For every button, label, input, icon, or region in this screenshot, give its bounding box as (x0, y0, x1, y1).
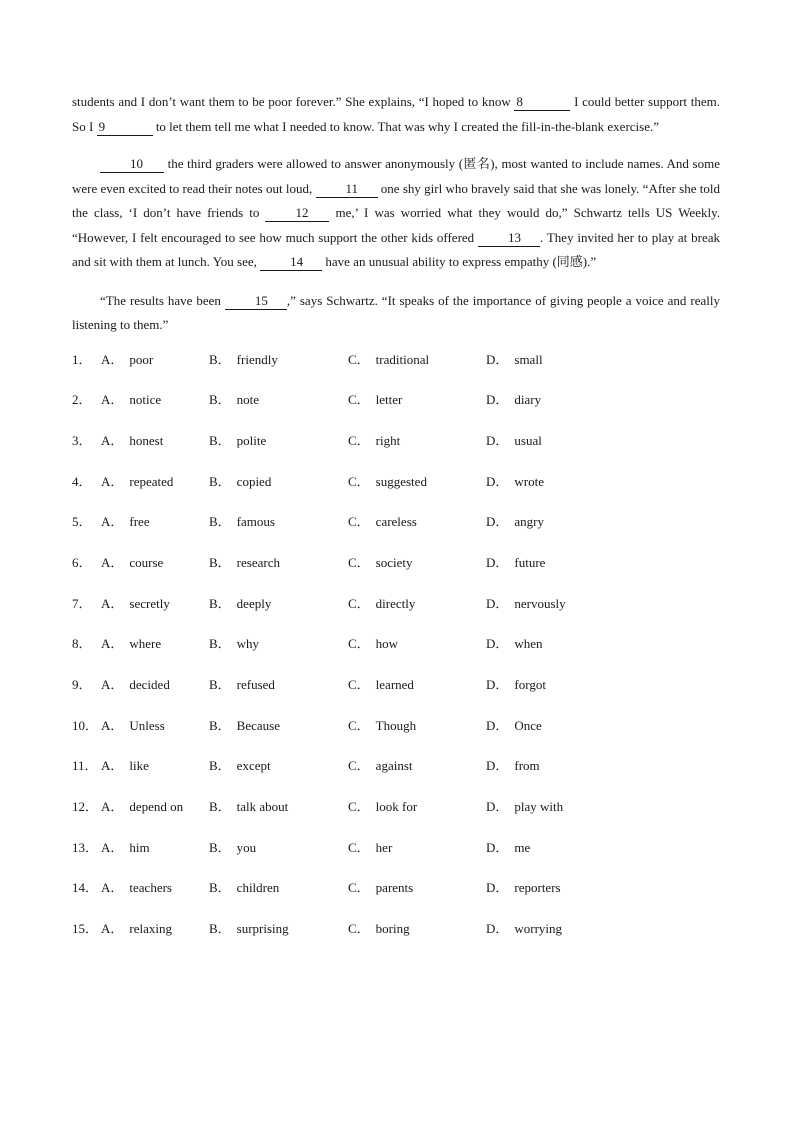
question-row (72, 838, 720, 879)
option-d[interactable] (486, 838, 616, 858)
option-b[interactable] (209, 634, 348, 654)
option-a[interactable] (101, 594, 209, 614)
option-letter: D． (486, 677, 509, 692)
option-letter: A． (101, 554, 124, 570)
option-letter: B． (209, 595, 231, 611)
option-d[interactable] (486, 594, 616, 614)
option-c[interactable] (348, 431, 486, 451)
option-text: decided (129, 677, 170, 692)
option-letter: A． (101, 473, 124, 489)
option-text: note (236, 392, 260, 408)
option-letter: A． (101, 921, 124, 937)
option-letter: D． (486, 758, 509, 774)
option-letter: B． (209, 758, 231, 774)
option-text: surprising (236, 921, 289, 937)
option-b[interactable] (209, 756, 348, 776)
option-letter: A． (101, 392, 124, 408)
passage-text: ,” says Schwartz. “It speaks of the importance of giving people a voice and really listening to them.” (72, 292, 720, 332)
option-letter: C． (348, 758, 370, 774)
option-c[interactable] (348, 350, 486, 370)
blank-9: 9 (97, 119, 153, 136)
question-number: 2． (72, 392, 92, 408)
option-b[interactable] (209, 675, 348, 695)
question-row (72, 512, 720, 553)
exam-page (72, 90, 720, 960)
option-letter: D． (486, 921, 509, 937)
passage-paragraph-1 (72, 90, 720, 139)
option-text: copied (236, 473, 272, 489)
option-letter: B． (209, 432, 231, 448)
option-letter: D． (486, 636, 509, 652)
option-text: her (375, 839, 393, 855)
option-b[interactable] (209, 716, 348, 736)
question-row (72, 431, 720, 472)
option-d[interactable] (486, 675, 616, 695)
option-text: children (236, 880, 280, 896)
option-text: reporters (514, 880, 561, 896)
option-d[interactable] (486, 797, 616, 817)
question-number: 10． (72, 717, 99, 733)
option-d[interactable] (486, 716, 616, 736)
option-text: friendly (236, 351, 278, 367)
passage-text: have an unusual ability to express empathy (同感).” (322, 254, 597, 269)
option-letter: D． (486, 595, 509, 611)
option-text: parents (375, 880, 414, 896)
option-letter: C． (348, 554, 370, 570)
option-letter: B． (209, 636, 231, 652)
option-text: forgot (514, 677, 546, 692)
option-a[interactable] (101, 878, 209, 898)
question-row (72, 878, 720, 919)
option-text: nervously (514, 595, 566, 611)
option-d[interactable] (486, 756, 616, 776)
passage-text: “The results have been (100, 292, 225, 308)
option-letter: D． (486, 514, 509, 530)
option-text: small (514, 351, 543, 367)
question-number: 14． (72, 880, 99, 896)
option-text: look for (375, 799, 418, 815)
option-letter: C． (348, 351, 370, 367)
option-d[interactable] (486, 634, 616, 654)
option-letter: B． (209, 677, 231, 692)
question-row (72, 634, 720, 675)
option-letter: C． (348, 677, 370, 692)
option-letter: C． (348, 636, 370, 652)
option-a[interactable] (101, 390, 209, 410)
option-text: like (129, 758, 149, 774)
option-text: him (129, 839, 150, 855)
passage-text: . They invited her to play at break and sit with them at lunch. You see, (72, 229, 720, 269)
option-text: notice (129, 392, 162, 408)
option-text: you (236, 839, 257, 855)
option-text: depend on (129, 799, 184, 815)
option-d[interactable] (486, 390, 616, 410)
question-number: 1． (72, 351, 92, 367)
option-text: directly (375, 595, 416, 611)
option-d[interactable] (486, 878, 616, 898)
option-text: from (514, 758, 540, 774)
option-text: poor (129, 351, 154, 367)
option-text: relaxing (129, 921, 172, 937)
option-c[interactable] (348, 716, 486, 736)
passage-text: me,’ I was worried what they would do,” Schwartz tells US Weekly. “However, I felt encouraged to see how much support the other kids offered (72, 205, 720, 245)
option-b[interactable] (209, 431, 348, 451)
question-number: 11． (72, 758, 98, 774)
option-letter: B． (209, 921, 231, 937)
option-text: letter (375, 392, 403, 408)
option-text: future (514, 554, 546, 570)
option-text: refused (236, 677, 275, 692)
question-row (72, 594, 720, 635)
blank-11: 11 (316, 181, 378, 198)
option-c[interactable] (348, 756, 486, 776)
option-b[interactable] (209, 553, 348, 573)
option-text: against (375, 758, 413, 774)
option-letter: D． (486, 351, 509, 367)
option-a[interactable] (101, 512, 209, 532)
option-text: repeated (129, 473, 174, 489)
option-letter: D． (486, 432, 509, 448)
option-d[interactable] (486, 919, 616, 939)
option-text: honest (129, 432, 164, 448)
option-letter: A． (101, 717, 124, 733)
option-text: course (129, 554, 164, 570)
option-c[interactable] (348, 675, 486, 695)
option-c[interactable] (348, 553, 486, 573)
option-b[interactable] (209, 594, 348, 614)
option-letter: A． (101, 514, 124, 530)
option-text: Because (236, 717, 280, 733)
passage-text: one shy girl who bravely said that she was lonely. “After she told the class, ‘I don’t have friends to (72, 180, 720, 220)
option-letter: C． (348, 514, 370, 530)
option-text: traditional (375, 351, 430, 367)
option-a[interactable] (101, 472, 209, 492)
option-letter: B． (209, 473, 231, 489)
option-d[interactable] (486, 553, 616, 573)
option-c[interactable] (348, 512, 486, 532)
option-letter: B． (209, 717, 231, 733)
option-text: where (129, 636, 162, 652)
option-text: diary (514, 392, 542, 408)
option-b[interactable] (209, 350, 348, 370)
option-b[interactable] (209, 878, 348, 898)
option-letter: C． (348, 717, 370, 733)
option-letter: A． (101, 677, 124, 692)
passage-paragraph-3 (72, 289, 720, 338)
option-text: learned (375, 677, 414, 692)
option-letter: A． (101, 636, 124, 652)
option-letter: B． (209, 351, 231, 367)
question-number: 5． (72, 514, 92, 530)
question-number: 7． (72, 595, 92, 611)
option-letter: C． (348, 473, 370, 489)
option-letter: A． (101, 839, 124, 855)
question-number: 15． (72, 921, 99, 937)
question-row (72, 390, 720, 431)
option-c[interactable] (348, 634, 486, 654)
passage-text: I could better support them. So I (72, 94, 720, 134)
option-text: suggested (375, 473, 427, 489)
question-number: 4． (72, 473, 92, 489)
option-letter: C． (348, 839, 370, 855)
option-text: research (236, 554, 280, 570)
option-text: polite (236, 432, 267, 448)
option-c[interactable] (348, 797, 486, 817)
option-a[interactable] (101, 431, 209, 451)
option-text: when (514, 636, 543, 652)
option-letter: C． (348, 432, 370, 448)
option-letter: C． (348, 921, 370, 937)
question-row (72, 919, 720, 960)
option-text: deeply (236, 595, 272, 611)
option-b[interactable] (209, 390, 348, 410)
option-b[interactable] (209, 797, 348, 817)
question-options-list (72, 350, 720, 960)
blank-8: 8 (514, 94, 570, 111)
question-number: 8． (72, 636, 92, 652)
option-c[interactable] (348, 472, 486, 492)
option-a[interactable] (101, 553, 209, 573)
option-d[interactable] (486, 472, 616, 492)
option-text: right (375, 432, 401, 448)
blank-15: 15 (225, 293, 287, 310)
option-c[interactable] (348, 919, 486, 939)
option-b[interactable] (209, 512, 348, 532)
passage-text: the third graders were allowed to answer anonymously (匿名), most wanted to include names. And some were even excited to read their notes out loud, (72, 156, 720, 196)
option-text: angry (514, 514, 544, 530)
option-text: society (375, 554, 413, 570)
option-text: worrying (514, 921, 563, 937)
question-number: 6． (72, 554, 92, 570)
passage-text: to let them tell me what I needed to know. That was why I created the fill-in-the-blank exercise.” (152, 118, 660, 134)
passage-paragraph-2 (72, 152, 720, 275)
option-text: usual (514, 432, 542, 448)
option-text: except (236, 758, 271, 774)
blank-13: 13 (478, 230, 540, 247)
option-text: famous (236, 514, 275, 530)
option-text: boring (375, 921, 410, 937)
option-b[interactable] (209, 838, 348, 858)
option-text: secretly (129, 595, 170, 611)
option-letter: A． (101, 880, 124, 896)
blank-14: 14 (260, 254, 322, 271)
option-a[interactable] (101, 350, 209, 370)
option-letter: A． (101, 351, 124, 367)
option-d[interactable] (486, 350, 616, 370)
option-letter: A． (101, 432, 124, 448)
option-letter: B． (209, 799, 231, 815)
question-row (72, 553, 720, 594)
option-letter: C． (348, 880, 370, 896)
option-letter: D． (486, 717, 509, 733)
option-text: wrote (514, 473, 544, 489)
option-letter: B． (209, 392, 231, 408)
option-c[interactable] (348, 838, 486, 858)
option-a[interactable] (101, 634, 209, 654)
option-letter: C． (348, 392, 370, 408)
option-text: why (236, 636, 260, 652)
option-c[interactable] (348, 390, 486, 410)
option-letter: D． (486, 839, 509, 855)
option-letter: A． (101, 799, 124, 815)
option-a[interactable] (101, 756, 209, 776)
option-text: me (514, 839, 531, 855)
option-c[interactable] (348, 878, 486, 898)
question-row (72, 350, 720, 391)
blank-10: 10 (100, 156, 164, 173)
option-text: how (375, 636, 399, 652)
question-number: 3． (72, 432, 92, 448)
option-a[interactable] (101, 838, 209, 858)
question-number: 12． (72, 799, 99, 815)
option-a[interactable] (101, 716, 209, 736)
question-number: 9． (72, 677, 92, 692)
question-number: 13． (72, 839, 99, 855)
option-letter: C． (348, 799, 370, 815)
option-b[interactable] (209, 919, 348, 939)
blank-12: 12 (265, 205, 329, 222)
option-letter: D． (486, 473, 509, 489)
option-letter: B． (209, 554, 231, 570)
question-row (72, 472, 720, 513)
option-letter: A． (101, 595, 124, 611)
question-row (72, 675, 720, 716)
option-text: free (129, 514, 150, 530)
option-text: careless (375, 514, 417, 530)
option-letter: B． (209, 839, 231, 855)
option-text: Though (375, 717, 417, 733)
option-a[interactable] (101, 797, 209, 817)
option-text: talk about (236, 799, 289, 815)
option-c[interactable] (348, 594, 486, 614)
option-a[interactable] (101, 919, 209, 939)
option-text: teachers (129, 880, 172, 896)
option-letter: D． (486, 799, 509, 815)
option-d[interactable] (486, 431, 616, 451)
option-letter: B． (209, 880, 231, 896)
option-letter: D． (486, 880, 509, 896)
option-text: Unless (129, 717, 165, 733)
question-row (72, 716, 720, 757)
option-letter: B． (209, 514, 231, 530)
option-text: play with (514, 799, 564, 815)
option-letter: A． (101, 758, 124, 774)
option-letter: D． (486, 392, 509, 408)
option-d[interactable] (486, 512, 616, 532)
option-text: Once (514, 717, 542, 733)
option-b[interactable] (209, 472, 348, 492)
question-row (72, 756, 720, 797)
option-letter: D． (486, 554, 509, 570)
passage-text: students and I don’t want them to be poor forever.” She explains, “I hoped to know (72, 94, 515, 109)
option-a[interactable] (101, 675, 209, 695)
option-letter: C． (348, 595, 370, 611)
question-row (72, 797, 720, 838)
